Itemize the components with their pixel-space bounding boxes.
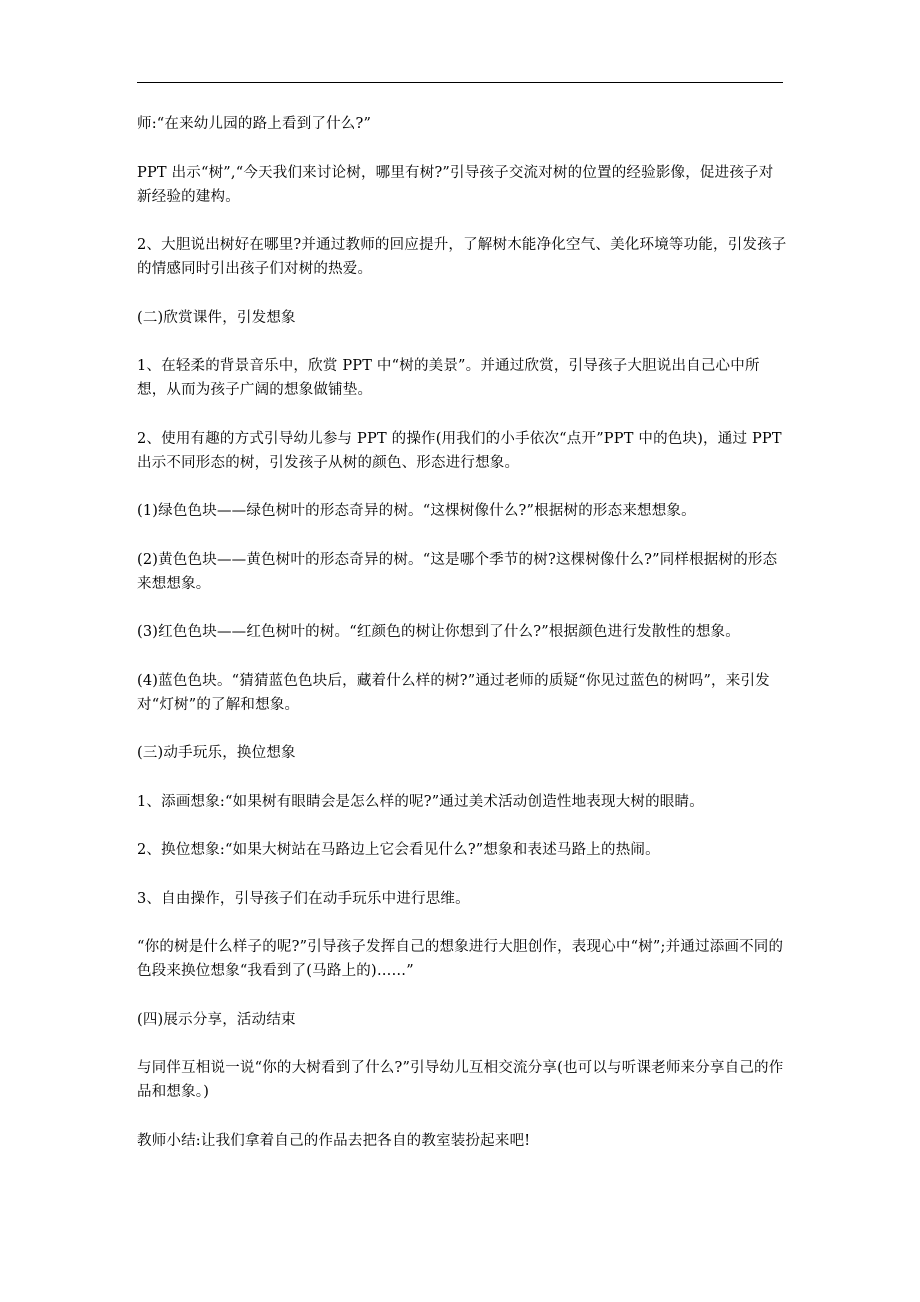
paragraph: 2、大胆说出树好在哪里?并通过教师的回应提升，了解树木能净化空气、美化环境等功能，引发孩子的情感同时引出孩子们对树的热爱。 [137,237,787,277]
paragraph: 1、在轻柔的背景音乐中，欣赏 PPT 中“树的美景”。并通过欣赏，引导孩子大胆说出自己心中所想，从而为孩子广阔的想象做铺垫。 [137,358,760,398]
paragraph: (1)绿色色块——绿色树叶的形态奇异的树。“这棵树像什么?”根据树的形态来想想象。 [137,503,696,519]
paragraph: 1、添画想象:“如果树有眼睛会是怎么样的呢?”通过美术活动创造性地表现大树的眼睛。 [137,793,704,810]
section-heading: (二)欣赏课件，引发想象 [137,309,296,326]
paragraph: PPT 出示“树”,“今天我们来讨论树，哪里有树?”引导孩子交流对树的位置的经验影像，促进孩子对新经验的建构。 [137,164,774,205]
paragraph: “你的树是什么样子的呢?”引导孩子发挥自己的想象进行大胆创作，表现心中“树”;并通过添画不同的色段来换位想象“我看到了(马路上的)……” [137,939,784,979]
paragraph: 2、换位想象:“如果大树站在马路边上它会看见什么?”想象和表述马路上的热闹。 [137,842,660,858]
paragraph: 2、使用有趣的方式引导幼儿参与 PPT 的操作(用我们的小手依次“点开”PPT 中的色块)，通过 PPT 出示不同形态的树，引发孩子从树的颜色、形态进行想象。 [137,430,782,471]
paragraph: 与同伴互相说一说“你的大树看到了什么?”引导幼儿互相交流分享(也可以与听课老师来分享自己的作品和想象。) [137,1060,784,1100]
section-heading: (四)展示分享，活动结束 [137,1011,296,1028]
header-rule [137,82,783,83]
paragraph: (2)黄色色块——黄色树叶的形态奇异的树。“这是哪个季节的树?这棵树像什么?”同样根据树的形态来想想象。 [137,551,778,592]
paragraph: 师:“在来幼儿园的路上看到了什么?” [137,116,372,132]
paragraph: (3)红色色块——红色树叶的树。“红颜色的树让你想到了什么?”根据颜色进行发散性的想象。 [137,624,740,640]
section-heading: (三)动手玩乐，换位想象 [137,745,296,761]
paragraph: (4)蓝色色块。“猜猜蓝色色块后，藏着什么样的树?”通过老师的质疑“你见过蓝色的树吗”，来引发对“灯树”的了解和想象。 [137,672,770,713]
paragraph: 3、自由操作，引导孩子们在动手玩乐中进行思维。 [137,890,470,907]
document-body [137,112,787,1177]
paragraph: 教师小结:让我们拿着自己的作品去把各自的教室装扮起来吧! [137,1132,531,1149]
